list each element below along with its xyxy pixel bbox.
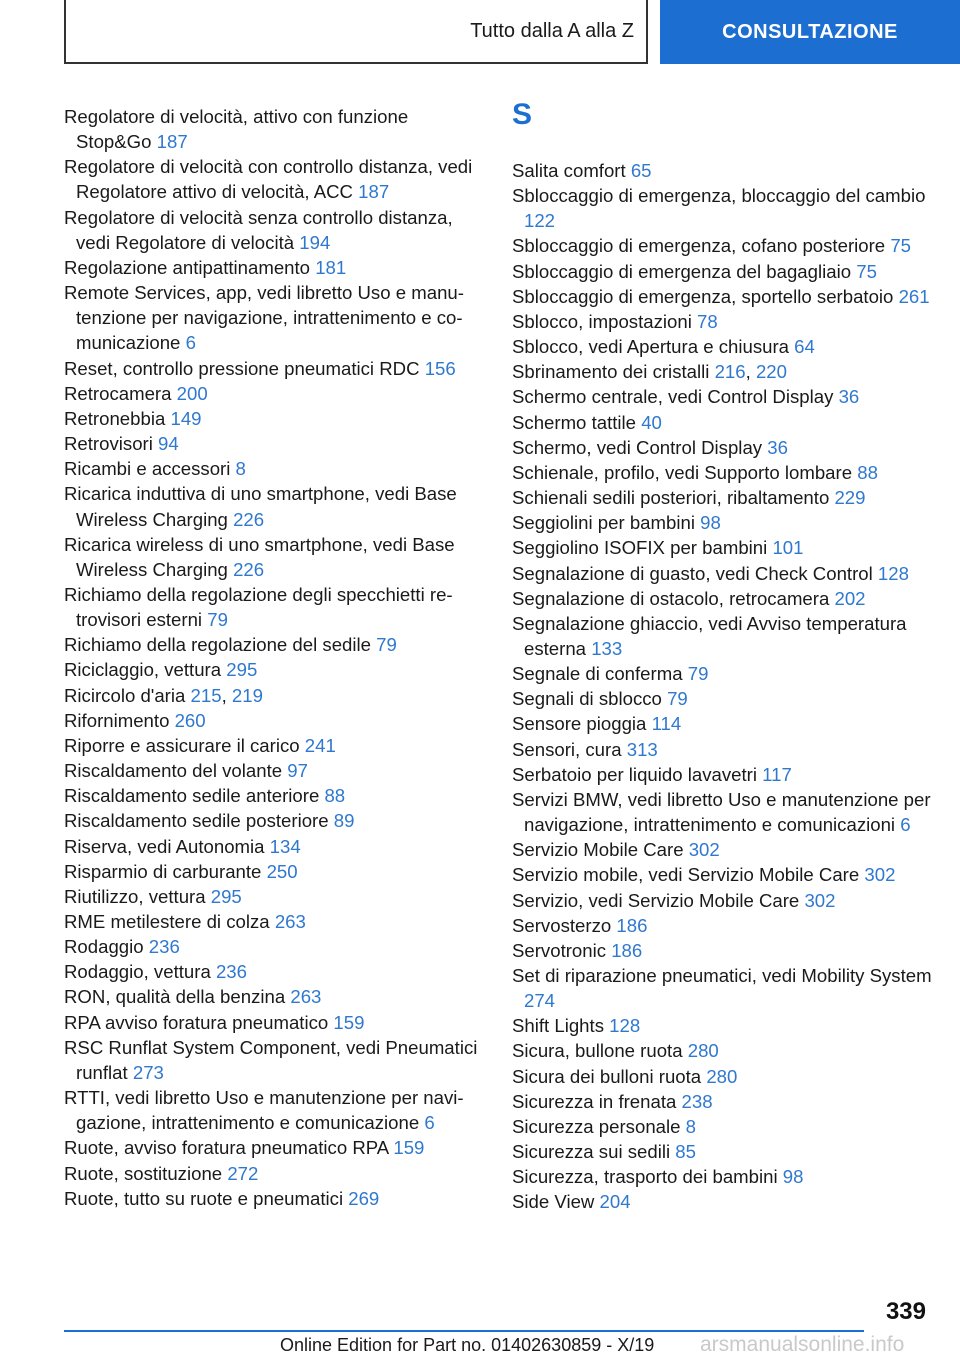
index-entry: [512, 158, 932, 183]
page-link[interactable]: 79: [687, 663, 709, 685]
index-entry: [512, 1038, 932, 1063]
index-entry-text: Ruote, avviso foratura pneumatico RPA: [64, 1137, 389, 1159]
index-entry-text: Remote Services, app, vedi libretto Uso e manutenzione per navigazione, intrattenimento e comunicazione: [64, 282, 464, 354]
index-entry: [64, 481, 484, 531]
page-link[interactable]: 250: [266, 860, 298, 882]
index-entry: [64, 884, 484, 909]
index-entry: [512, 737, 932, 762]
page-link[interactable]: 40: [641, 411, 662, 433]
index-entry: [512, 1089, 932, 1114]
page-link[interactable]: 97: [287, 760, 308, 782]
index-entry-text: Sbloccaggio di emergenza del bagagliaio: [512, 260, 852, 282]
index-entry-text: Segnale di conferma: [512, 663, 683, 685]
index-entry-text: Rodaggio, vettura: [64, 961, 211, 983]
index-entry-text: Sbloccaggio di emergenza, cofano posteriore: [512, 235, 886, 257]
index-entry-text: Schermo, vedi Control Display: [512, 436, 763, 458]
index-entry-text: Segnalazione ghiaccio, vedi Avviso temperatura esterna: [512, 612, 907, 659]
index-entry: [512, 183, 932, 233]
index-entry-text: RPA avviso foratura pneumatico: [64, 1011, 329, 1033]
page-link[interactable]: 8: [685, 1115, 696, 1137]
page-link[interactable]: 79: [667, 688, 688, 710]
index-entry: [512, 510, 932, 535]
page-link[interactable]: 6: [424, 1112, 435, 1134]
index-entry: [64, 1010, 484, 1035]
page-header: [0, 0, 960, 66]
index-entry: [512, 938, 932, 963]
index-entry-text: RME metilestere di colza: [64, 911, 270, 932]
page-link[interactable]: 220: [755, 361, 787, 383]
page-link[interactable]: 133: [591, 637, 623, 659]
index-entry: [64, 808, 484, 833]
index-entry-text: Servizio mobile, vedi Servizio Mobile Care: [512, 864, 860, 886]
tab-consultazione: [660, 0, 960, 64]
index-entry-text: Segnalazione di guasto, vedi Check Control: [512, 562, 873, 584]
index-entry-text: Sensori, cura: [512, 738, 622, 760]
page-link[interactable]: 78: [697, 310, 718, 332]
index-entry-text: Segnali di sblocco: [512, 688, 662, 710]
page-link[interactable]: 117: [762, 763, 792, 785]
page-link[interactable]: 94: [158, 433, 179, 455]
index-entry: [64, 959, 484, 984]
index-entry: [512, 485, 932, 510]
index-entry-text: Segnalazione di ostacolo, retrocamera: [512, 587, 830, 609]
page-link[interactable]: 261: [898, 285, 930, 307]
page-link[interactable]: 79: [207, 609, 228, 631]
index-entry-text: Schermo tattile: [512, 411, 637, 433]
page-link[interactable]: 89: [333, 810, 355, 832]
index-entry: [64, 1085, 484, 1135]
index-entry: [64, 280, 484, 355]
index-entry: [64, 356, 484, 381]
index-entry: [64, 456, 484, 481]
page-link[interactable]: 88: [857, 461, 878, 483]
page-link[interactable]: 186: [611, 939, 643, 961]
index-entry-text: Ruote, tutto su ruote e pneumatici: [64, 1187, 344, 1209]
index-entry-text: Schermo centrale, vedi Control Display: [512, 386, 834, 408]
index-entry-text: Richiamo della regolazione del sedile: [64, 634, 371, 656]
page-link[interactable]: 263: [274, 911, 306, 932]
index-entry: [512, 686, 932, 711]
index-entry: [64, 154, 484, 204]
index-entry-text: Servotronic: [512, 939, 607, 961]
index-column-right: [512, 158, 932, 1215]
index-entry: [64, 657, 484, 682]
index-entry: [64, 1161, 484, 1186]
index-entry: [512, 1189, 932, 1214]
footer-edition: Online Edition for Part no. 01402630859 - X/19: [280, 1335, 655, 1355]
index-entry: [64, 205, 484, 255]
page-link[interactable]: 36: [838, 386, 860, 408]
index-entry: [64, 984, 484, 1009]
index-entry-text: Retronebbia: [64, 407, 166, 429]
index-entry-text: Sicurezza personale: [512, 1115, 681, 1137]
index-entry-text: Servizio Mobile Care: [512, 839, 684, 861]
page-link[interactable]: 88: [324, 785, 346, 807]
page-link[interactable]: 263: [290, 986, 322, 1008]
index-entry: [512, 862, 932, 887]
index-entry-text: Ricarica induttiva di uno smartphone, vedi Base Wireless Charging: [64, 483, 457, 530]
index-entry: Ricircolo d'aria 215, 219: [64, 684, 263, 706]
index-entry-text: Sbrinamento dei cristalli: [512, 361, 710, 383]
page-number: 339: [885, 1298, 926, 1325]
index-entry-text: Rodaggio: [64, 936, 144, 958]
index-entry: [64, 783, 484, 808]
index-entry-text: Richiamo della regolazione degli specchietti retrovisori esterni: [64, 583, 453, 631]
index-entry-text: Reset, controllo pressione pneumatici RDC: [64, 357, 420, 379]
page-link[interactable]: 302: [864, 864, 896, 886]
page-link[interactable]: 241: [304, 734, 336, 756]
page-link[interactable]: 238: [681, 1090, 713, 1112]
page-link[interactable]: 302: [688, 839, 720, 861]
page-link[interactable]: 236: [148, 936, 180, 958]
index-entry: [512, 284, 932, 309]
index-entry-text: Ricircolo d'aria: [64, 684, 186, 706]
index-entry: [64, 1135, 484, 1160]
index-entry: [64, 632, 484, 657]
index-entry-text: Risparmio di carburante: [64, 860, 262, 882]
page-link[interactable]: 65: [630, 160, 652, 181]
page-link[interactable]: 295: [226, 659, 258, 681]
index-entry: [512, 837, 932, 862]
index-entry: [64, 104, 484, 154]
page-link[interactable]: 114: [651, 713, 682, 735]
index-entry-text: RON, qualità della benzina: [64, 986, 286, 1008]
index-entry: [512, 787, 932, 837]
index-entry-text: Sicura dei bulloni ruota: [512, 1065, 702, 1087]
index-entry-text: Sicura, bullone ruota: [512, 1040, 683, 1062]
index-entry-text: Riscaldamento sedile anteriore: [64, 785, 320, 807]
index-entry: [512, 963, 932, 1013]
index-entry: [512, 661, 932, 686]
index-entry: [64, 406, 484, 431]
index-entry-text: Sicurezza, trasporto dei bambini: [512, 1166, 778, 1188]
index-entry: [64, 582, 484, 632]
index-entry: [64, 758, 484, 783]
index-entry-text: Sicurezza sui sedili: [512, 1141, 671, 1163]
page-link[interactable]: 274: [524, 990, 556, 1012]
page-link[interactable]: 186: [616, 914, 648, 936]
index-entry: [64, 934, 484, 959]
page-link[interactable]: 280: [706, 1065, 738, 1087]
page-link[interactable]: 302: [804, 889, 836, 911]
page-link[interactable]: 181: [315, 256, 347, 278]
page-link[interactable]: 8: [235, 458, 246, 480]
index-entry: [512, 1164, 932, 1189]
section-label: [64, 0, 648, 64]
page-link[interactable]: 229: [834, 487, 866, 509]
index-entry: [512, 913, 932, 938]
index-entry-text: Sbloccaggio di emergenza, sportello serbatoio: [512, 285, 894, 307]
index-entry-text: Ricambi e accessori: [64, 458, 231, 480]
page-link[interactable]: 122: [524, 210, 556, 232]
index-entry: [512, 334, 932, 359]
index-entry-text: Servosterzo: [512, 914, 612, 936]
page-link[interactable]: 187: [358, 181, 390, 203]
page-link[interactable]: 75: [856, 260, 877, 282]
page-link[interactable]: 6: [185, 332, 196, 354]
page-link[interactable]: 85: [675, 1141, 696, 1163]
footer-divider: [64, 1330, 864, 1332]
index-entry-text: Riporre e assicurare il carico: [64, 734, 300, 756]
index-entry: [512, 611, 932, 661]
tab-consultazione-label: CONSULTAZIONE: [722, 20, 898, 43]
index-entry-text: Seggiolino ISOFIX per bambini: [512, 537, 768, 559]
index-entry-text: Sblocco, impostazioni: [512, 310, 692, 332]
index-entry-text: Side View: [512, 1191, 595, 1213]
index-entry: [512, 259, 932, 284]
index-entry: [64, 834, 484, 859]
index-entry-text: Riciclaggio, vettura: [64, 659, 222, 681]
page-link[interactable]: 200: [176, 382, 208, 404]
page-link[interactable]: 236: [215, 961, 247, 983]
index-entry-text: Riscaldamento del volante: [64, 760, 283, 782]
page-link[interactable]: 159: [393, 1137, 425, 1159]
index-entry-text: Regolatore di velocità con controllo distanza, vedi Regolatore attivo di velocità, ACC: [64, 156, 473, 203]
page-link[interactable]: 187: [156, 131, 188, 153]
index-entry-text: Shift Lights: [512, 1015, 604, 1037]
index-entry-text: Servizi BMW, vedi libretto Uso e manutenzione per navigazione, intrattenimento e comunicazioni: [512, 788, 931, 836]
page-link[interactable]: 159: [333, 1011, 365, 1033]
index-entry: [512, 1013, 932, 1038]
index-entry-text: Sensore pioggia: [512, 713, 647, 735]
index-entry: [64, 708, 484, 733]
index-entry: [64, 255, 484, 280]
page-link[interactable]: 101: [772, 537, 804, 559]
section-label-text: Tutto dalla A alla Z: [470, 19, 634, 42]
index-entry: [512, 888, 932, 913]
index-entry-text: Schienale, profilo, vedi Supporto lombare: [512, 461, 853, 483]
index-entry: [512, 535, 932, 560]
index-entry: [512, 309, 932, 334]
index-entry-text: RTTI, vedi libretto Uso e manutenzione per navigazione, intrattenimento e comunicazione: [64, 1087, 464, 1134]
page-link[interactable]: 272: [227, 1162, 259, 1184]
index-entry-text: Ruote, sostituzione: [64, 1162, 223, 1184]
index-entry-text: Set di riparazione pneumatici, vedi Mobility System: [512, 965, 932, 986]
index-entry-text: Serbatoio per liquido lavavetri: [512, 763, 757, 785]
index-entry-text: Riscaldamento sedile posteriore: [64, 810, 329, 832]
index-entry: [512, 1064, 932, 1089]
page-link[interactable]: 204: [599, 1191, 631, 1213]
index-entry: [512, 711, 932, 736]
page-link[interactable]: 260: [174, 709, 206, 731]
index-entry-text: Regolatore di velocità senza controllo distanza, vedi Regolatore di velocità: [64, 206, 453, 253]
page-link[interactable]: 194: [299, 231, 331, 253]
index-entry-text: Sicurezza in frenata: [512, 1090, 677, 1112]
page-link[interactable]: 128: [877, 562, 909, 584]
index-entry: Sbrinamento dei cristalli 216, 220: [512, 361, 787, 383]
index-entry-text: Salita comfort: [512, 160, 626, 181]
index-entry: [64, 431, 484, 456]
index-entry-text: Rifornimento: [64, 709, 170, 731]
page-link[interactable]: 313: [626, 738, 658, 760]
index-entry-text: Riutilizzo, vettura: [64, 885, 206, 907]
page-link[interactable]: 215: [190, 684, 222, 706]
index-entry: [64, 733, 484, 758]
page-link[interactable]: 226: [233, 558, 265, 580]
index-entry-text: Seggiolini per bambini: [512, 512, 695, 534]
index-entry: [64, 1186, 484, 1211]
page-link[interactable]: 280: [687, 1040, 719, 1062]
index-entry-text: Sbloccaggio di emergenza, bloccaggio del cambio: [512, 185, 926, 207]
index-entry: [64, 909, 484, 934]
index-entry: [512, 435, 932, 460]
index-column-left: [64, 104, 484, 1211]
page-link[interactable]: 75: [890, 235, 911, 257]
index-entry-text: Servizio, vedi Servizio Mobile Care: [512, 889, 800, 911]
index-entry: [512, 384, 932, 409]
page-link[interactable]: 64: [794, 336, 815, 358]
page-link[interactable]: 134: [269, 835, 301, 857]
index-entry-text: Retrocamera: [64, 382, 172, 404]
page-link[interactable]: 295: [210, 885, 242, 907]
index-entry: [64, 381, 484, 406]
index-entry: [512, 460, 932, 485]
index-entry-text: Riserva, vedi Autonomia: [64, 835, 265, 857]
index-entry: [512, 1139, 932, 1164]
footer-logo: arsmanualsonline.info: [700, 1333, 905, 1356]
index-entry: [512, 561, 932, 586]
index-entry-text: Retrovisori: [64, 433, 153, 455]
index-entry: [512, 233, 932, 258]
page-link[interactable]: 202: [834, 587, 866, 609]
page-link[interactable]: 98: [700, 512, 721, 534]
index-entry: [512, 410, 932, 435]
index-entry: [64, 859, 484, 884]
index-entry: [512, 586, 932, 611]
index-entry-text: Regolatore di velocità, attivo con funzione Stop&Go: [64, 106, 409, 153]
index-entry-text: Schienali sedili posteriori, ribaltamento: [512, 487, 830, 509]
page-link[interactable]: 149: [170, 407, 202, 429]
index-entry-text: RSC Runflat System Component, vedi Pneumatici runflat: [64, 1036, 478, 1083]
page-link[interactable]: 216: [714, 361, 746, 383]
page-link[interactable]: 273: [132, 1061, 164, 1083]
index-entry-text: Ricarica wireless di uno smartphone, vedi Base Wireless Charging: [64, 533, 455, 580]
page-link[interactable]: 269: [348, 1187, 380, 1209]
page-link[interactable]: 36: [767, 436, 788, 458]
index-entry-text: Regolazione antipattinamento: [64, 256, 311, 278]
index-entry: [512, 1114, 932, 1139]
page-link[interactable]: 98: [782, 1166, 804, 1188]
page-link[interactable]: 219: [231, 684, 263, 706]
page-link[interactable]: 6: [900, 814, 911, 836]
index-entry: [64, 1035, 484, 1085]
page-link[interactable]: 226: [233, 508, 265, 530]
index-entry-text: Sblocco, vedi Apertura e chiusura: [512, 336, 789, 358]
page-link[interactable]: 79: [376, 634, 397, 656]
index-entry: [64, 532, 484, 582]
index-entry: [512, 762, 932, 787]
page-link[interactable]: 128: [609, 1015, 641, 1037]
letter-heading: S: [512, 98, 533, 131]
page-link[interactable]: 156: [424, 357, 456, 379]
